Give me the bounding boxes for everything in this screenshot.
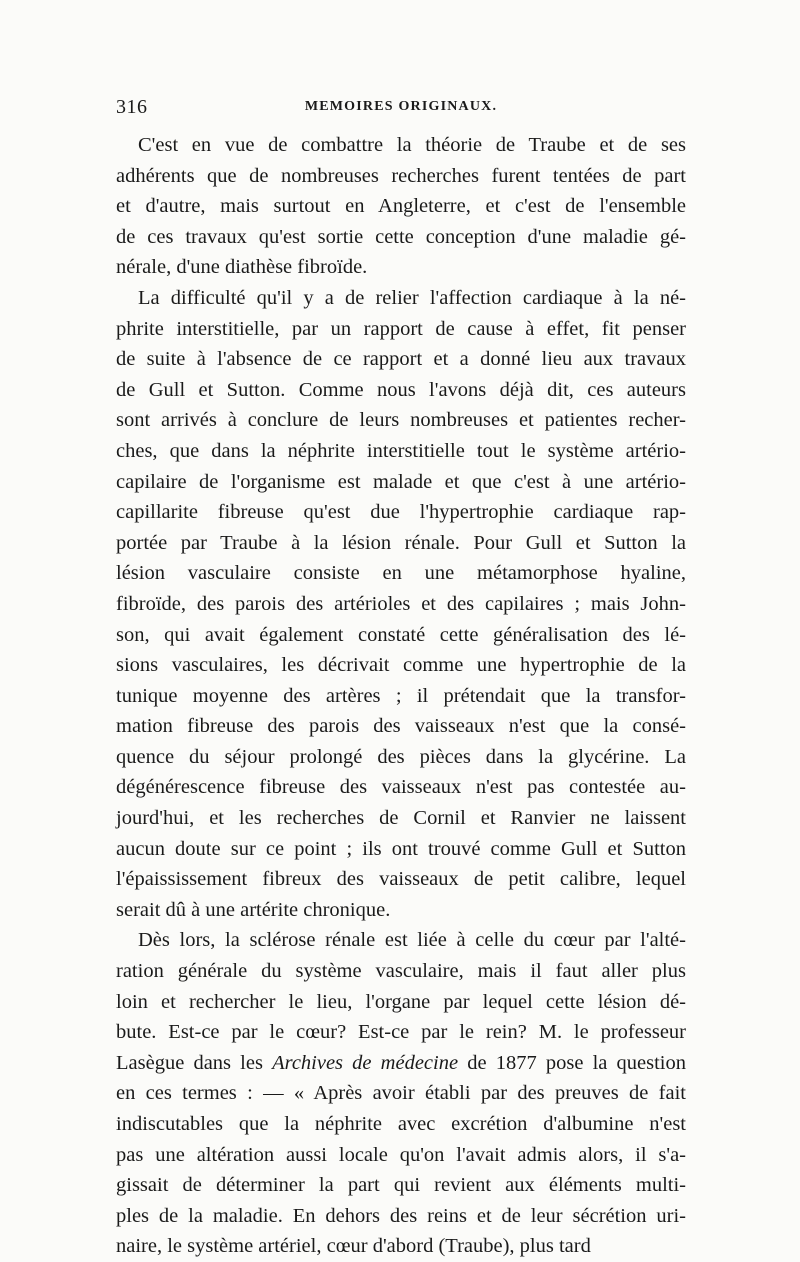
text-line: naire, le système artériel, cœur d'abord (Traube), plus tard <box>116 1235 591 1258</box>
text-line: fibroïde, des parois des artérioles et des capilaires ; mais John- <box>116 592 686 615</box>
text-line: indiscutables que la néphrite avec excrétion d'albumine n'est <box>116 1113 686 1135</box>
text-line: sions vasculaires, les décrivait comme une hypertrophie de la <box>116 654 686 677</box>
text-line: bute. Est-ce par le cœur? Est-ce par le rein? M. le professeur <box>116 1021 686 1044</box>
text-line: de suite à l'absence de ce rapport et a donné lieu aux travaux <box>116 348 686 371</box>
text-line: de ces travaux qu'est sortie cette conception d'une maladie gé- <box>116 225 686 248</box>
text-line: ples de la maladie. En dehors des reins et de leur sécrétion uri- <box>116 1204 686 1227</box>
text-line: en ces termes : — « Après avoir établi par des preuves de fait <box>116 1082 686 1105</box>
page-header <box>116 96 686 122</box>
page-number: 316 <box>116 96 148 118</box>
text-line: sont arrivés à conclure de leurs nombreuses et patientes recher- <box>116 409 686 432</box>
text-line: La difficulté qu'il y a de relier l'affection cardiaque à la né- <box>138 286 686 309</box>
text-line: phrite interstitielle, par un rapport de cause à effet, fit penser <box>116 317 686 340</box>
text-line: tunique moyenne des artères ; il prétendait que la transfor- <box>116 684 686 707</box>
body-text <box>116 130 686 1262</box>
text-line: Lasègue dans les Archives de médecine de 1877 pose la question <box>116 1051 686 1074</box>
text-line: jourd'hui, et les recherches de Cornil et Ranvier ne laissent <box>116 807 686 830</box>
text-line: capillarite fibreuse qu'est due l'hypertrophie cardiaque rap- <box>116 501 686 524</box>
text-line: loin et rechercher le lieu, l'organe par lequel cette lésion dé- <box>116 990 686 1013</box>
text-line: mation fibreuse des parois des vaisseaux n'est que la consé- <box>116 715 686 738</box>
text-line: Dès lors, la sclérose rénale est liée à celle du cœur par l'alté- <box>138 929 686 952</box>
text-line: gissait de déterminer la part qui revient aux éléments multi- <box>116 1174 686 1197</box>
text-line: de Gull et Sutton. Comme nous l'avons déjà dit, ces auteurs <box>116 378 686 401</box>
text-line: ches, que dans la néphrite interstitielle tout le système artério- <box>116 439 686 462</box>
text-line: nérale, d'une diathèse fibroïde. <box>116 256 368 279</box>
text-line: aucun doute sur ce point ; ils ont trouvé comme Gull et Sutton <box>116 837 686 860</box>
text-line: portée par Traube à la lésion rénale. Pour Gull et Sutton la <box>116 531 686 554</box>
text-line: adhérents que de nombreuses recherches furent tentées de part <box>116 164 686 187</box>
text-line: quence du séjour prolongé des pièces dans la glycérine. La <box>116 745 686 768</box>
paragraph <box>116 283 686 925</box>
text-line: son, qui avait également constaté cette généralisation des lé- <box>116 623 686 646</box>
text-line: dégénérescence fibreuse des vaisseaux n'est pas contestée au- <box>116 776 686 799</box>
text-line: pas une altération aussi locale qu'on l'avait admis alors, il s'a- <box>116 1143 686 1166</box>
text-line: lésion vasculaire consiste en une métamorphose hyaline, <box>116 562 686 585</box>
running-title: MEMOIRES ORIGINAUX. <box>304 99 498 114</box>
paragraph <box>116 925 686 1262</box>
text-line: l'épaississement fibreux des vaisseaux de petit calibre, lequel <box>116 868 686 891</box>
text-line: serait dû à une artérite chronique. <box>116 898 391 921</box>
text-line: C'est en vue de combattre la théorie de Traube et de ses <box>138 134 686 156</box>
text-line: capilaire de l'organisme est malade et que c'est à une artério- <box>116 470 686 493</box>
text-line: et d'autre, mais surtout en Angleterre, et c'est de l'ensemble <box>116 195 686 218</box>
paragraph <box>116 130 686 283</box>
text-line: ration générale du système vasculaire, mais il faut aller plus <box>116 960 686 983</box>
